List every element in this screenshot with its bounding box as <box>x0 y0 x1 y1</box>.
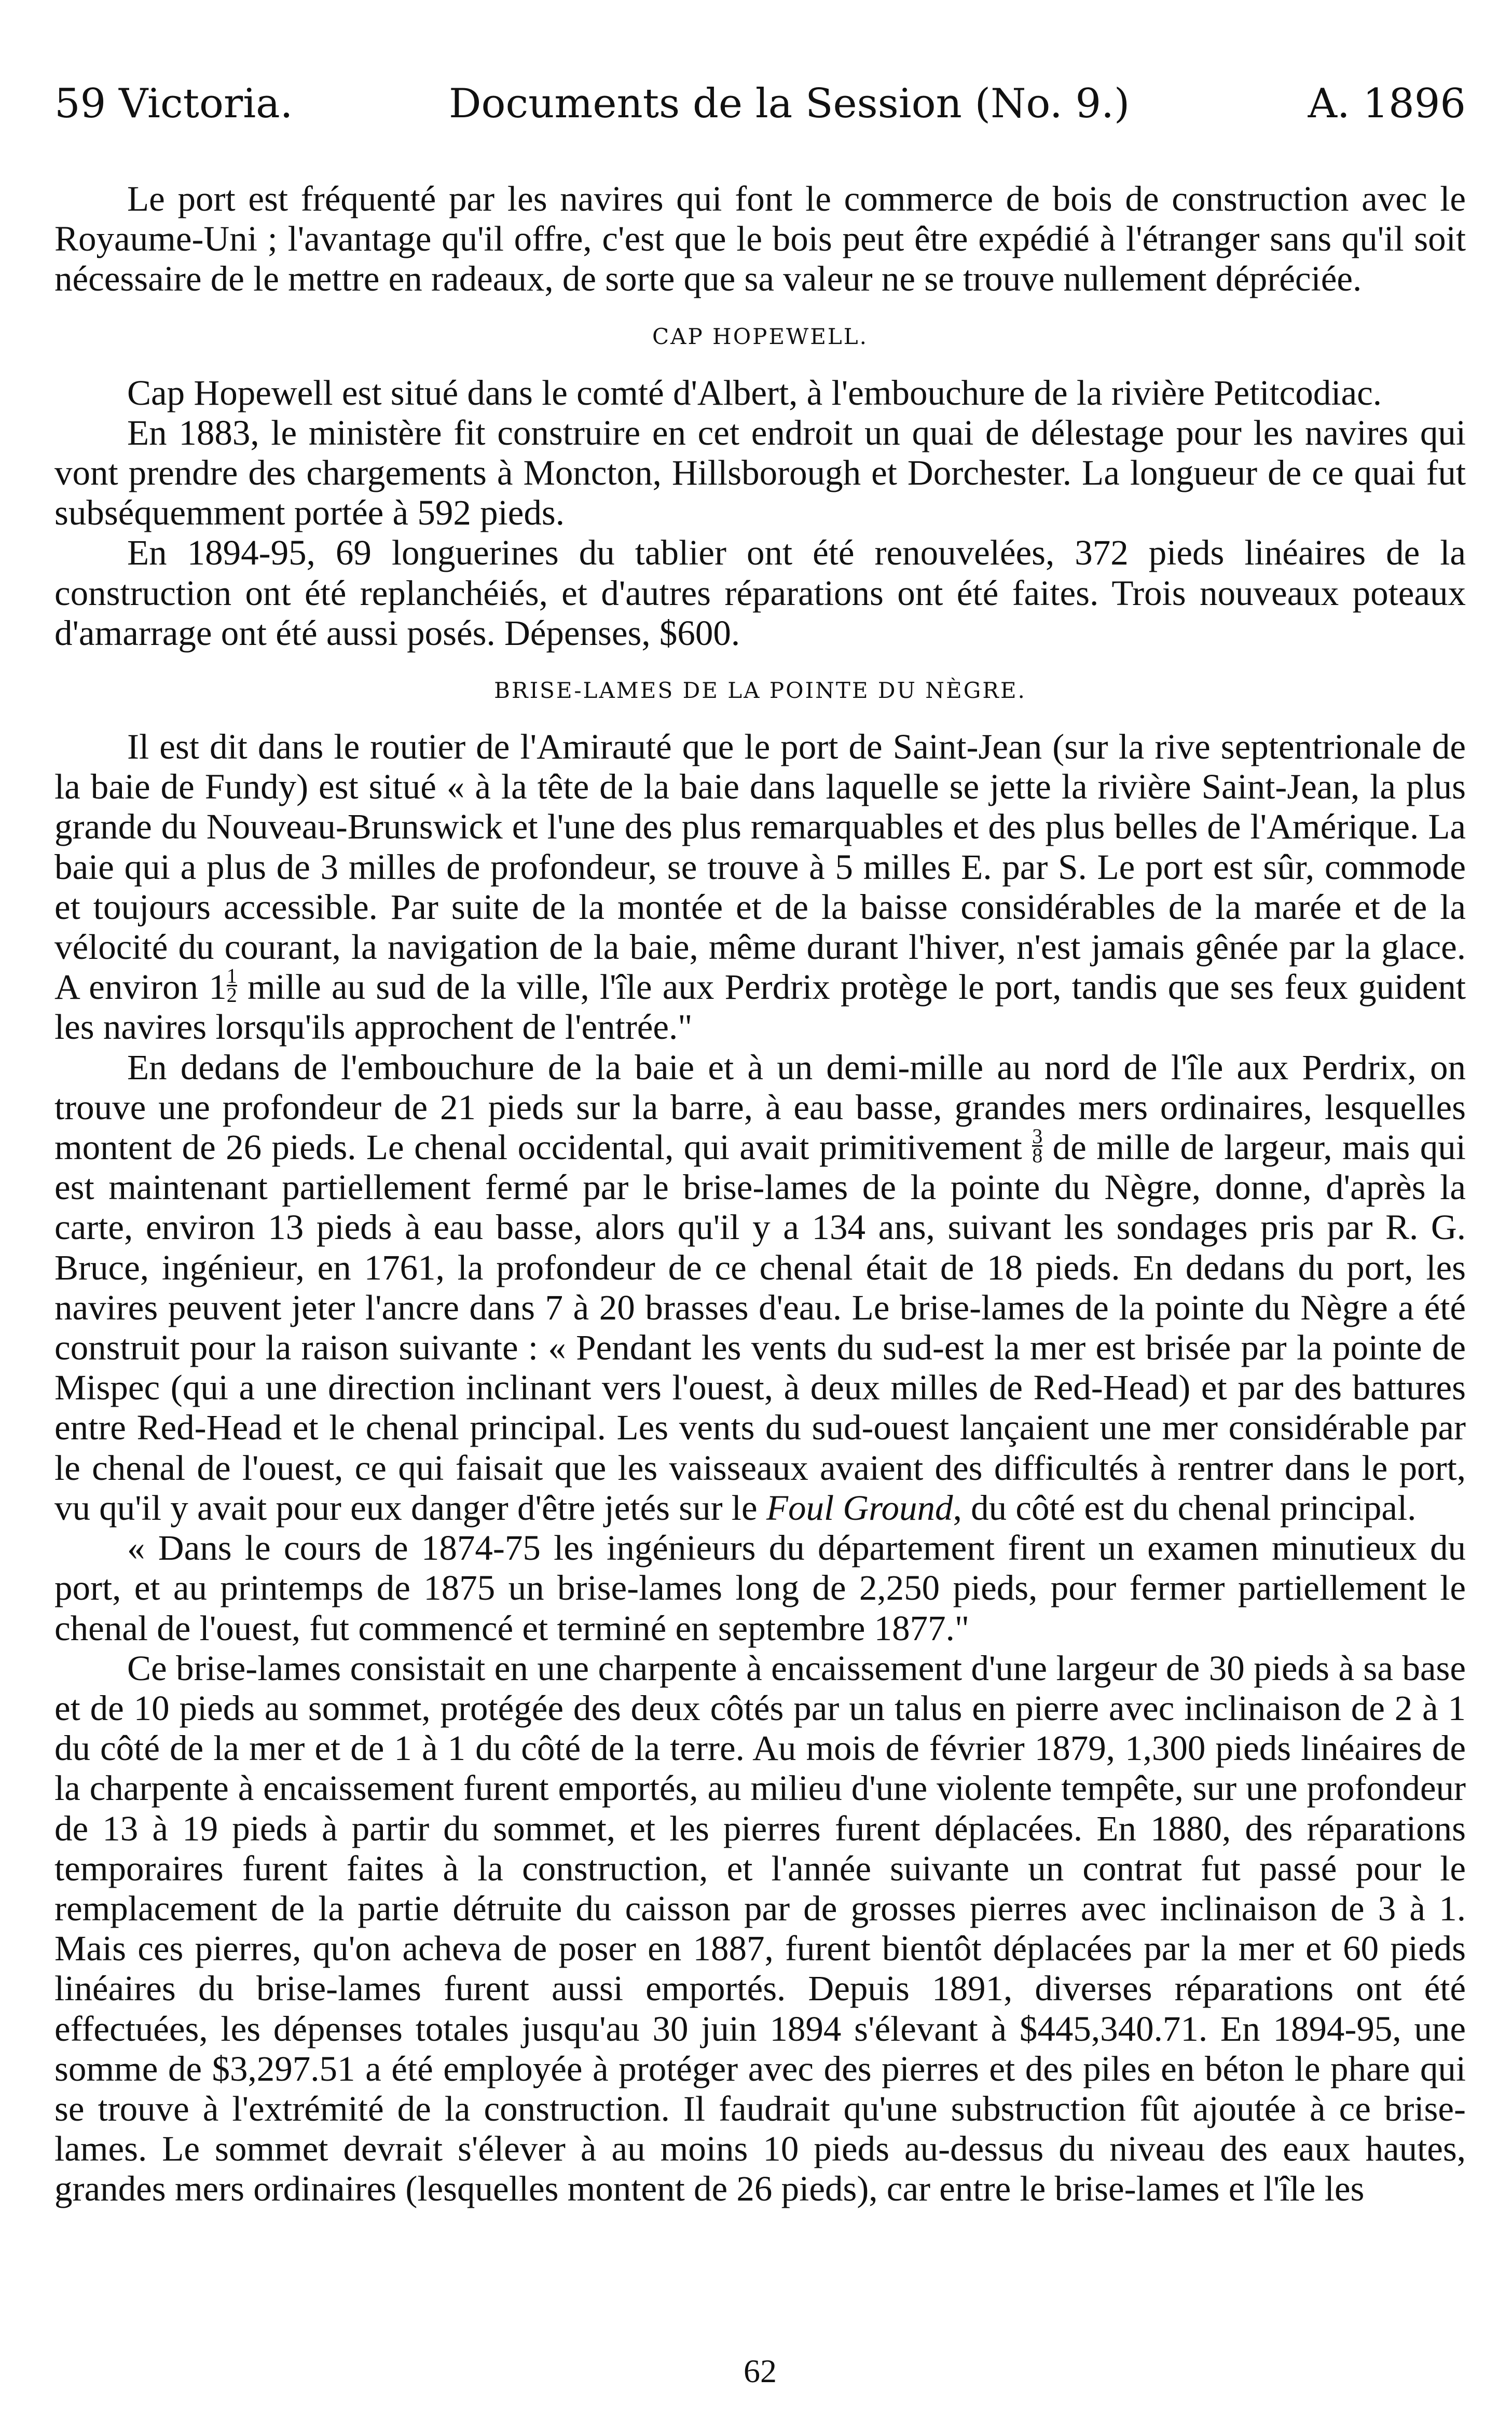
paragraph-admiralty-route <box>54 727 1466 1048</box>
section-heading-brise-lames: BRISE-LAMES DE LA POINTE DU NÈGRE. <box>494 678 1026 704</box>
paragraph-cap-hopewell-location: Cap Hopewell est situé dans le comté d'Albert, à l'embouchure de la rivière Petitcodiac. <box>127 373 1382 413</box>
running-header <box>54 75 1466 132</box>
text-run: Il est dit dans le routier de l'Amirauté que le port de Saint-Jean (sur la rive septentrionale de la baie de Fundy) est situé « à la tête de la baie dans laquelle se jette la rivière Saint-Jean, la plus grande du Nouveau-Brunswick et l'une des plus remarquables et des plus belles de l'Amérique. La baie qui a plus de 3 milles de profondeur, se trouve à 5 milles E. par S. Le port est sûr, commode et toujours accessible. Par suite de la montée et de la baisse considérables de la marée et de la vélocité du courant, la navigation de la baie, même durant l'hiver, n'est jamais gênée par la glace. A environ 1 <box>54 727 1466 1007</box>
fraction-denominator: 8 <box>1032 1144 1043 1167</box>
header-volume: 59 Victoria. <box>54 80 293 127</box>
paragraph-cap-hopewell-1894: En 1894-95, 69 longuerines du tablier ont été renouvelées, 372 pieds linéaires de la construction ont été replanchéiés, et d'autres réparations ont été faites. Trois nouveaux poteaux d'amarrage ont été aussi posés. Dépenses, $600. <box>54 533 1466 653</box>
paragraph-breakwater-construction: Ce brise-lames consistait en une charpente à encaissement d'une largeur de 30 pieds à sa base et de 10 pieds au sommet, protégée des deux côtés par un talus en pierre avec inclinaison de 2 à 1 du côté de la mer et de 1 à 1 du côté de la terre. Au mois de février 1879, 1,300 pieds linéaires de la charpente à encaissement furent emportés, au milieu d'une violente tempête, sur une profondeur de 13 à 19 pieds à partir du sommet, et les pierres furent déplacées. En 1880, des réparations temporaires furent faites à la construction, et l'année suivante un contrat fut passé pour le remplacement de la partie détruite du caisson par de grosses pierres avec inclinaison de 3 à 1. Mais ces pierres, qu'on acheva de poser en 1887, furent bientôt déplacées par la mer et 60 pieds linéaires du brise-lames furent aussi emportés. Depuis 1891, diverses réparations ont été effectuées, les dépenses totales jusqu'au 30 juin 1894 s'élevant à $445,340.71. En 1894-95, une somme de $3,297.51 a été employée à protéger avec des pierres et des piles en béton le phare qui se trouve à l'extrémité de la construction. Il faudrait qu'une substruction fût ajoutée à ce brise-lames. Le sommet devrait s'élever à au moins 10 pieds au-dessus du niveau des eaux hautes, grandes mers ordinaires (lesquelles montent de 26 pieds), car entre le brise-lames et l'île les <box>54 1648 1466 2209</box>
text-run: En dedans de l'embouchure de la baie et à un demi-mille au nord de l'île aux Perdrix, on trouve une profondeur de 21 pieds sur la barre, à eau basse, grandes mers ordinaires, lesquelles montent de 26 pieds. Le chenal occidental, qui avait primitivement <box>54 1047 1466 1167</box>
text-run: mille au sud de la ville, l'île aux Perdrix protège le port, tandis que ses feux guident les navires lorsqu'ils approchent de l'entrée." <box>54 967 1466 1047</box>
document-page <box>54 0 1466 2433</box>
header-title: Documents de la Session (No. 9.) <box>449 80 1130 127</box>
paragraph-port-timber: Le port est fréquenté par les navires qui font le commerce de bois de construction avec le Royaume-Uni ; l'avantage qu'il offre, c'est que le bois peut être expédié à l'étranger sans qu'il soit nécessaire de le mettre en radeaux, de sorte que sa valeur ne se trouve nullement dépréciée. <box>54 179 1466 299</box>
header-year: A. 1896 <box>1308 80 1466 127</box>
text-run: , du côté est du chenal principal. <box>953 1488 1417 1528</box>
body-text <box>54 179 1466 2209</box>
fraction-numerator: 1 <box>226 964 237 988</box>
fraction-numerator: 3 <box>1032 1124 1043 1148</box>
fraction-one-half <box>226 964 237 1007</box>
section-heading-cap-hopewell: CAP HOPEWELL. <box>652 323 868 349</box>
fraction-three-eighths <box>1032 1124 1043 1167</box>
paragraph-cap-hopewell-1883: En 1883, le ministère fit construire en cet endroit un quai de délestage pour les navires qui vont prendre des chargements à Moncton, Hillsborough et Dorchester. La longueur de ce quai fut subséquemment portée à 592 pieds. <box>54 413 1466 533</box>
paragraph-engineers-1874: « Dans le cours de 1874-75 les ingénieurs du département firent un examen minutieux du port, et au printemps de 1875 un brise-lames long de 2,250 pieds, pour fermer partiellement le chenal de l'ouest, fut commencé et terminé en septembre 1877." <box>54 1528 1466 1648</box>
fraction-denominator: 2 <box>226 983 237 1007</box>
page-number: 62 <box>744 2353 777 2389</box>
paragraph-channel-depth <box>54 1048 1466 1528</box>
italic-foul-ground: Foul Ground <box>766 1488 953 1528</box>
text-run: de mille de largeur, mais qui est maintenant partiellement fermé par le brise-lames de la pointe du Nègre, donne, d'après la carte, environ 13 pieds à eau basse, alors qu'il y a 134 ans, suivant les sondages pris par R. G. Bruce, ingénieur, en 1761, la profondeur de ce chenal était de 18 pieds. En dedans du port, les navires peuvent jeter l'ancre dans 7 à 20 brasses d'eau. Le brise-lames de la pointe du Nègre a été construit pour la raison suivante : « Pendant les vents du sud-est la mer est brisée par la pointe de Mispec (qui a une direction inclinant vers l'ouest, à deux milles de Red-Head) et par des battures entre Red-Head et le chenal principal. Les vents du sud-ouest lançaient une mer considérable par le chenal de l'ouest, ce qui faisait que les vaisseaux avaient des difficultés à rentrer dans le port, vu qu'il y avait pour eux danger d'être jetés sur le <box>54 1128 1466 1528</box>
